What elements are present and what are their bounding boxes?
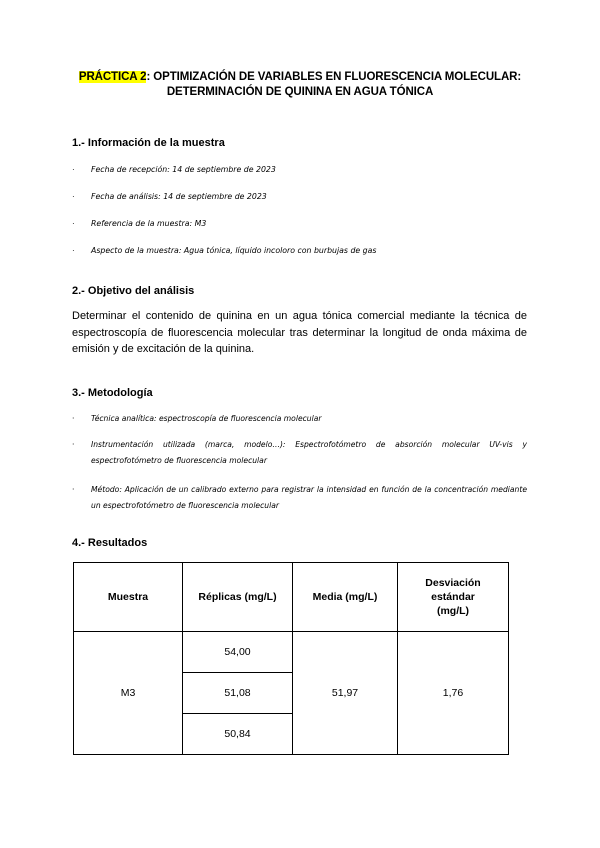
title-line-1: : OPTIMIZACIÓN DE VARIABLES EN FLUORESCENCIA MOLECULAR: — [146, 71, 522, 83]
column-header-mean: Media (mg/L) — [293, 563, 398, 632]
document-title — [60, 70, 540, 100]
column-header-replicas: Réplicas (mg/L) — [183, 563, 293, 632]
replica-cell: 51,08 — [183, 673, 293, 714]
bullet-icon: · — [72, 440, 75, 449]
std-cell: 1,76 — [398, 632, 509, 755]
sample-cell: M3 — [74, 632, 183, 755]
section-4-heading: 4.- Resultados — [72, 537, 148, 549]
section-3-heading: 3.- Metodología — [72, 387, 153, 399]
results-table — [73, 562, 509, 755]
objective-paragraph: Determinar el contenido de quinina en un agua tónica comercial mediante la técnica de espectroscopía de fluorescencia molecular tras determinar la longitud de onda máxima de emisión y de excitación de la quinina. — [72, 310, 527, 355]
replica-cell: 50,84 — [183, 714, 293, 755]
title-line-2: DETERMINACIÓN DE QUININA EN AGUA TÓNICA — [166, 86, 434, 98]
bullet-icon: · — [72, 414, 75, 423]
replica-cell: 54,00 — [183, 632, 293, 673]
bullet-icon: · — [72, 192, 75, 201]
bullet-icon: · — [72, 165, 75, 174]
bullet-icon: · — [72, 219, 75, 228]
section-1-heading: 1.- Información de la muestra — [72, 137, 225, 149]
table-header-row — [74, 563, 509, 632]
practice-number: PRÁCTICA 2 — [78, 71, 147, 83]
table-row — [74, 632, 509, 673]
mean-cell: 51,97 — [293, 632, 398, 755]
column-header-std: Desviación estándar (mg/L) — [398, 563, 509, 632]
bullet-icon: · — [72, 485, 75, 494]
section-2-heading: 2.- Objetivo del análisis — [72, 285, 195, 297]
bullet-icon: · — [72, 246, 75, 255]
column-header-sample: Muestra — [74, 563, 183, 632]
